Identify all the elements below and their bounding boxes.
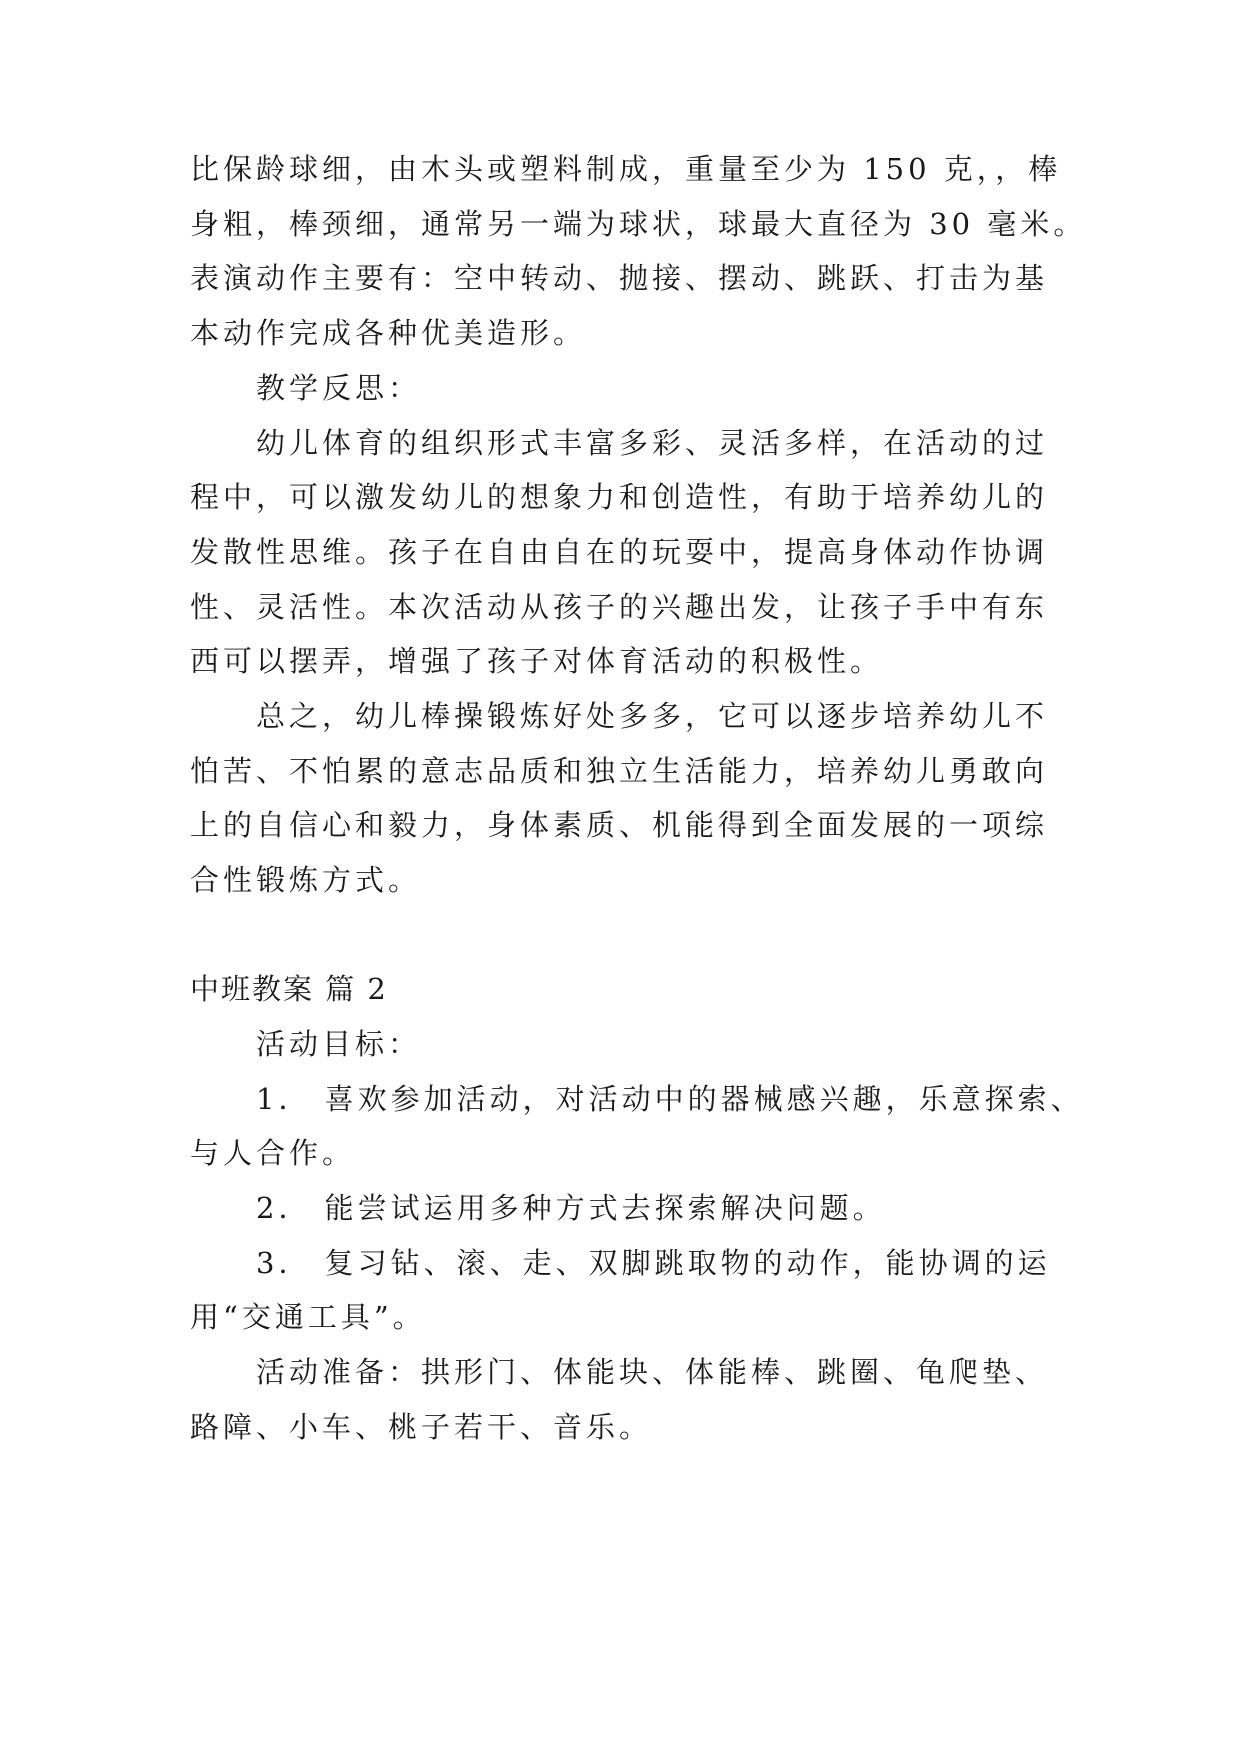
preparation-line: 活动准备：拱形门、体能块、体能棒、跳圈、龟爬垫、	[256, 1355, 1049, 1389]
body-line: 幼儿体育的组织形式丰富多彩、灵活多样，在活动的过	[256, 426, 1049, 460]
body-line: 总之，幼儿棒操锻炼好处多多，它可以逐步培养幼儿不	[256, 699, 1049, 733]
body-line: 西可以摆弄，增强了孩子对体育活动的积极性。	[190, 644, 884, 678]
body-line: 表演动作主要有：空中转动、抛接、摆动、跳跃、打击为基	[190, 261, 1049, 295]
goal-item: 2． 能尝试运用多种方式去探索解决问题。	[256, 1191, 886, 1225]
goal-item: 3． 复习钻、滚、走、双脚跳取物的动作，能协调的运	[256, 1246, 1051, 1280]
body-line: 上的自信心和毅力，身体素质、机能得到全面发展的一项综	[190, 808, 1049, 842]
goal-item-continued: 用“交通工具”。	[190, 1300, 426, 1334]
preparation-line: 路障、小车、桃子若干、音乐。	[190, 1410, 653, 1444]
body-line: 发散性思维。孩子在自由自在的玩耍中，提高身体动作协调	[190, 535, 1049, 569]
goals-title: 活动目标：	[256, 1027, 422, 1061]
body-line: 本动作完成各种优美造形。	[190, 316, 587, 350]
body-line: 身粗，棒颈细，通常另一端为球状，球最大直径为 30 毫米。	[190, 207, 1087, 241]
body-line: 合性锻炼方式。	[190, 863, 422, 897]
body-line: 怕苦、不怕累的意志品质和独立生活能力，培养幼儿勇敢向	[190, 754, 1049, 788]
section-heading: 中班教案 篇 2	[190, 972, 388, 1006]
body-line: 比保龄球细，由木头或塑料制成，重量至少为 150 克，，棒	[190, 152, 1062, 186]
body-line: 程中，可以激发幼儿的想象力和创造性，有助于培养幼儿的	[190, 480, 1049, 514]
goal-item-continued: 与人合作。	[190, 1136, 356, 1170]
goal-item: 1． 喜欢参加活动，对活动中的器械感兴趣，乐意探索、	[256, 1082, 1084, 1116]
reflection-title: 教学反思：	[256, 371, 422, 405]
body-line: 性、灵活性。本次活动从孩子的兴趣出发，让孩子手中有东	[190, 590, 1049, 624]
